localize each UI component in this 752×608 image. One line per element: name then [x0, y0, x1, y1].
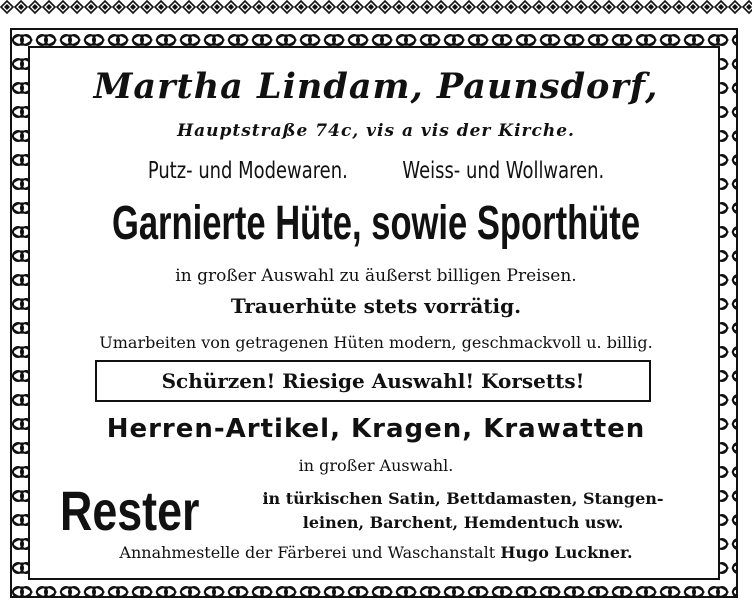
rester-label: Rester: [60, 479, 200, 542]
headline: Garnierte Hüte, sowie Sporthüte: [111, 197, 641, 250]
boxed-offer: Schürzen! Riesige Auswahl! Korsetts!: [95, 360, 651, 402]
subline-selection-2: in großer Auswahl.: [298, 456, 454, 475]
product-categories: [83, 158, 670, 184]
top-ornament-strip: [0, 0, 752, 14]
herren-artikel-heading: Herren-Artikel, Kragen, Krawatten: [106, 414, 646, 444]
shop-address: Hauptstraße 74c, vis a vis der Kirche.: [177, 121, 575, 141]
footer-note: [0, 543, 752, 562]
category-weiss: Weiss- und Wollwaren.: [402, 158, 605, 184]
rester-line-1: in türkischen Satin, Bettdamasten, Stangen-: [262, 489, 664, 508]
rester-line-2: leinen, Barchent, Hemdentuch usw.: [302, 513, 624, 532]
subline-umarbeiten: Umarbeiten von getragenen Hüten modern, geschmackvoll u. billig.: [99, 333, 653, 352]
footer-name: Hugo Luckner.: [500, 543, 633, 562]
shop-owner-title: Martha Lindam, Paunsdorf,: [93, 66, 659, 107]
rester-description: [228, 487, 698, 535]
footer-text: Annahmestelle der Färberei und Waschanstalt: [119, 543, 496, 562]
subline-trauerhuete: Trauerhüte stets vorrätig.: [230, 294, 522, 318]
subline-selection: in großer Auswahl zu äußerst billigen Preisen.: [175, 266, 577, 286]
category-putz: Putz- und Modewaren.: [147, 158, 348, 184]
